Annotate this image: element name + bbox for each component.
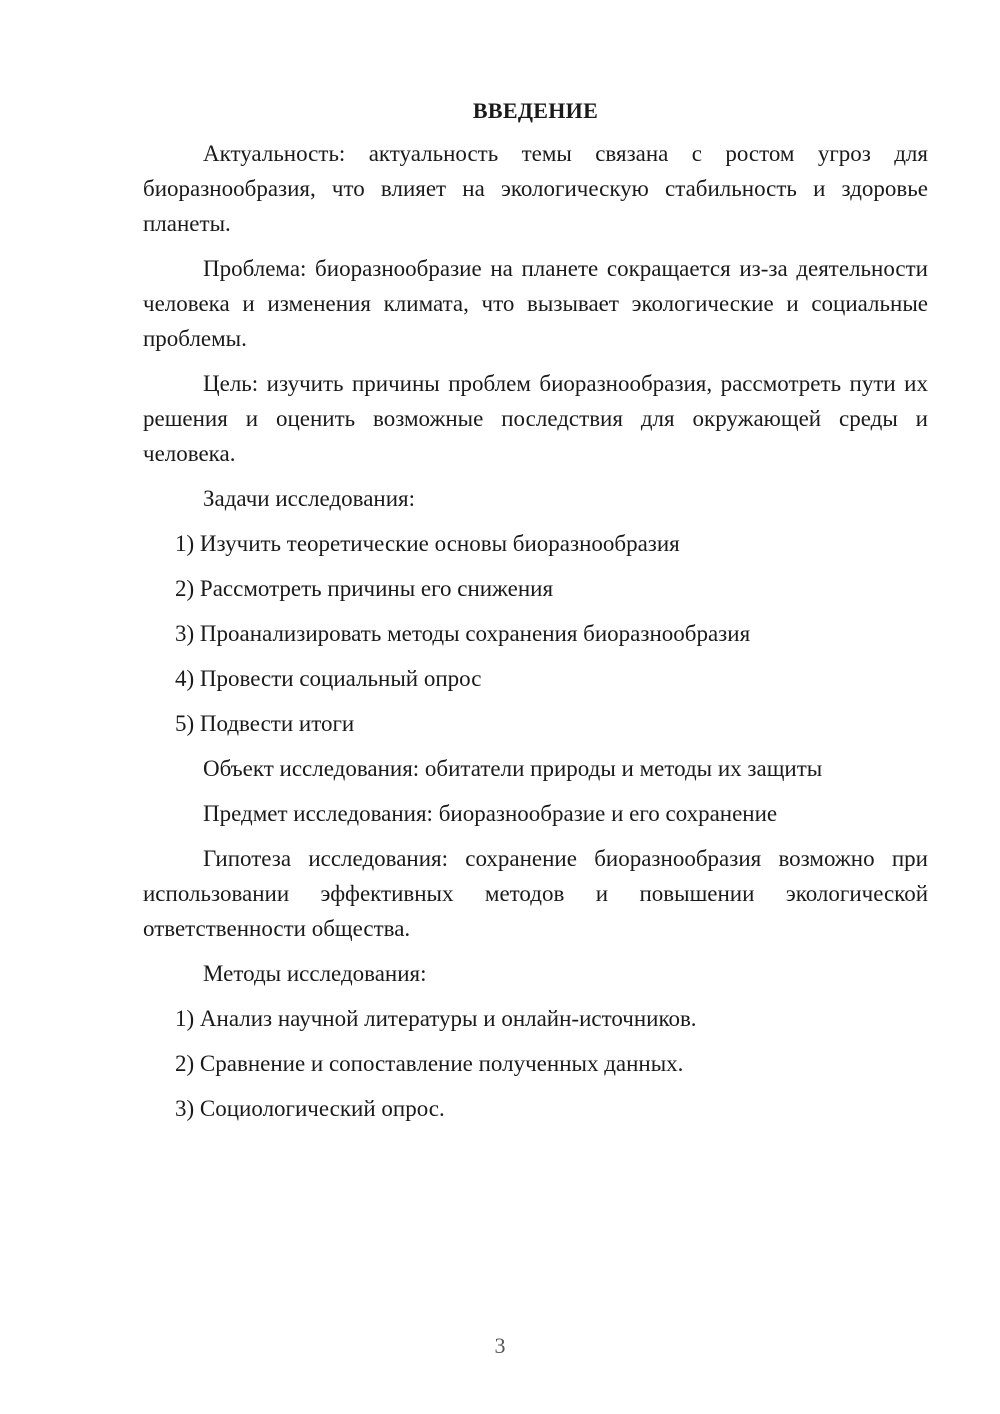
- list-item: 1) Изучить теоретические основы биоразнообразия: [175, 531, 680, 556]
- hypothesis-paragraph: Гипотеза исследования: сохранение биоразнообразия возможно при использовании эффективных методов и повышении экологической ответственности общества.: [143, 846, 928, 941]
- tasks-list: [143, 526, 928, 741]
- relevance-paragraph: Актуальность: актуальность темы связана с ростом угроз для биоразнообразия, что влияет на экологическую стабильность и здоровье планеты.: [143, 141, 928, 236]
- list-item: 2) Сравнение и сопоставление полученных данных.: [175, 1051, 684, 1076]
- object-paragraph: Объект исследования: обитатели природы и методы их защиты: [203, 756, 823, 781]
- tasks-heading: Задачи исследования:: [203, 486, 416, 511]
- problem-paragraph: Проблема: биоразнообразие на планете сокращается из-за деятельности человека и изменения климата, что вызывает экологические и социальные проблемы.: [143, 256, 928, 351]
- list-item: 5) Подвести итоги: [175, 711, 355, 736]
- section-title: ВВЕДЕНИЕ: [472, 98, 599, 123]
- list-item: 2) Рассмотреть причины его снижения: [175, 576, 554, 601]
- list-item: 4) Провести социальный опрос: [175, 666, 482, 691]
- list-item: 3) Проанализировать методы сохранения биоразнообразия: [175, 621, 751, 646]
- subject-paragraph: Предмет исследования: биоразнообразие и его сохранение: [203, 801, 778, 826]
- page-number: 3: [494, 1333, 506, 1358]
- methods-heading: Методы исследования:: [203, 961, 427, 986]
- methods-list: [143, 1001, 928, 1126]
- list-item: 3) Социологический опрос.: [175, 1096, 445, 1121]
- goal-paragraph: Цель: изучить причины проблем биоразнообразия, рассмотреть пути их решения и оценить возможные последствия для окружающей среды и человека.: [143, 371, 928, 466]
- page-content: [143, 96, 928, 1136]
- list-item: 1) Анализ научной литературы и онлайн-источников.: [175, 1006, 697, 1031]
